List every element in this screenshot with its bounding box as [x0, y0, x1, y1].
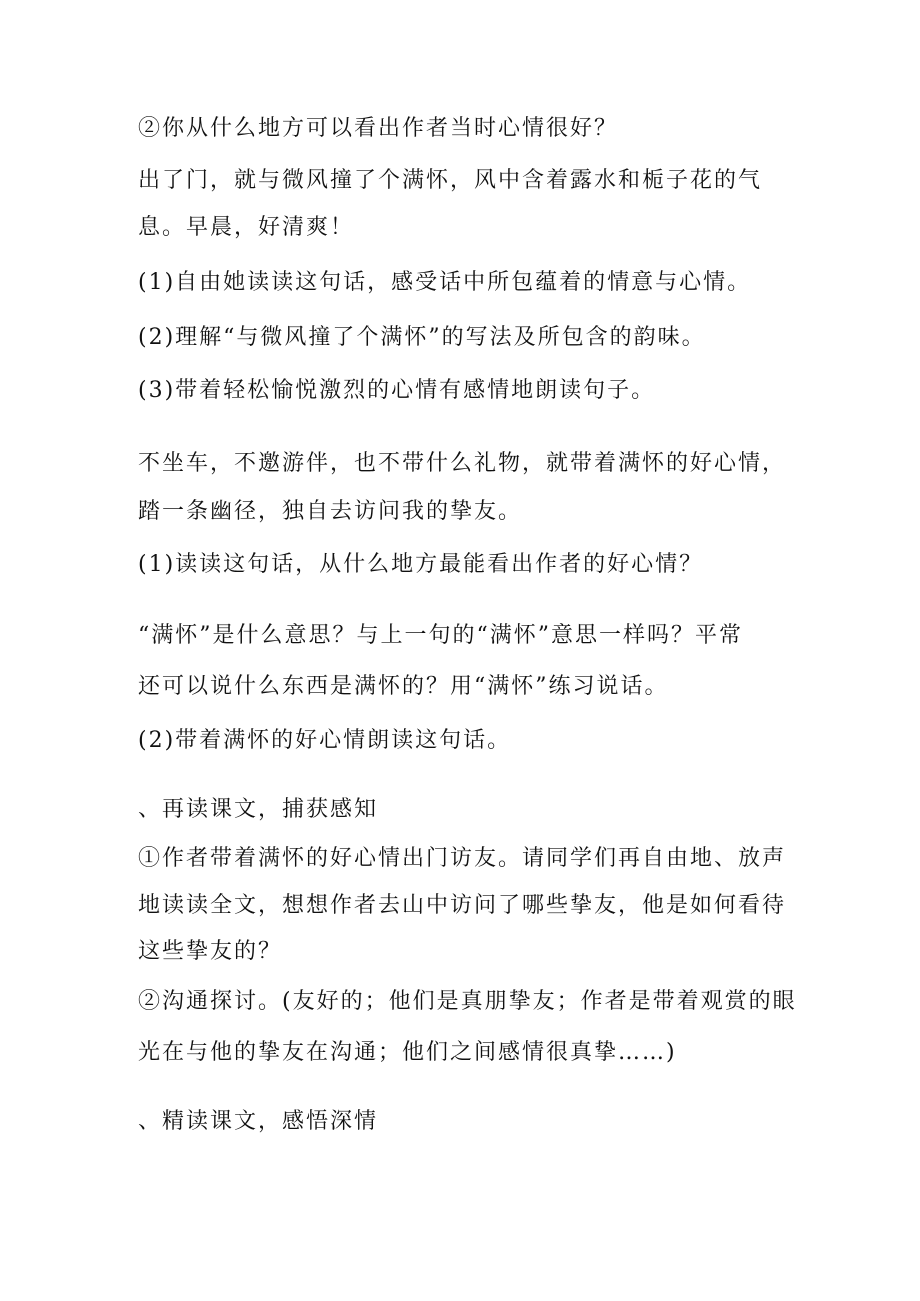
question-2-heading: ②你从什么地方可以看出作者当时心情很好？: [138, 116, 619, 141]
step-2-line-2: 光在与他的挚友在沟通；他们之间感情很真挚……): [138, 1040, 677, 1065]
discussion-line-2: 还可以说什么东西是满怀的？用“满怀”练习说话。: [138, 674, 669, 699]
quote2-line-2: 踏一条幽径，独自去访问我的挚友。: [138, 499, 523, 524]
step-2-line-1: ②沟通探讨。(友好的；他们是真朋挚友；作者是带着观赏的眼: [138, 989, 797, 1014]
step-1-line-2: 地读读全文，想想作者去山中访问了哪些挚友，他是如何看待: [138, 893, 787, 918]
task2-1: (1)读读这句话，从什么地方最能看出作者的好心情？: [138, 552, 704, 577]
step-1-line-3: 这些挚友的？: [138, 939, 283, 964]
task-1: (1)自由她读读这句话，感受话中所包蕴着的情意与心情。: [138, 270, 752, 295]
discussion-line-1: “满怀”是什么意思？与上一句的“满怀”意思一样吗？平常: [138, 623, 743, 648]
step-1-line-1: ①作者带着满怀的好心情出门访友。请同学们再自由地、放声: [138, 846, 787, 871]
task2-2: (2)带着满怀的好心情朗读这句话。: [138, 728, 512, 753]
quote2-line-1: 不坐车，不邀游伴，也不带什么礼物，就带着满怀的好心情，: [138, 451, 787, 476]
section-close-reading-heading: 、精读课文，感悟深情: [138, 1109, 379, 1134]
task-3: (3)带着轻松愉悦激烈的心情有感情地朗读句子。: [138, 378, 656, 403]
section-reread-heading: 、再读课文，捕获感知: [138, 797, 379, 822]
quote-line-2: 息。早晨，好清爽！: [138, 215, 355, 240]
task-2: (2)理解“与微风撞了个满怀”的写法及所包含的韵味。: [138, 325, 706, 350]
quote-line-1: 出了门，就与微风撞了个满怀，风中含着露水和栀子花的气: [138, 168, 763, 193]
